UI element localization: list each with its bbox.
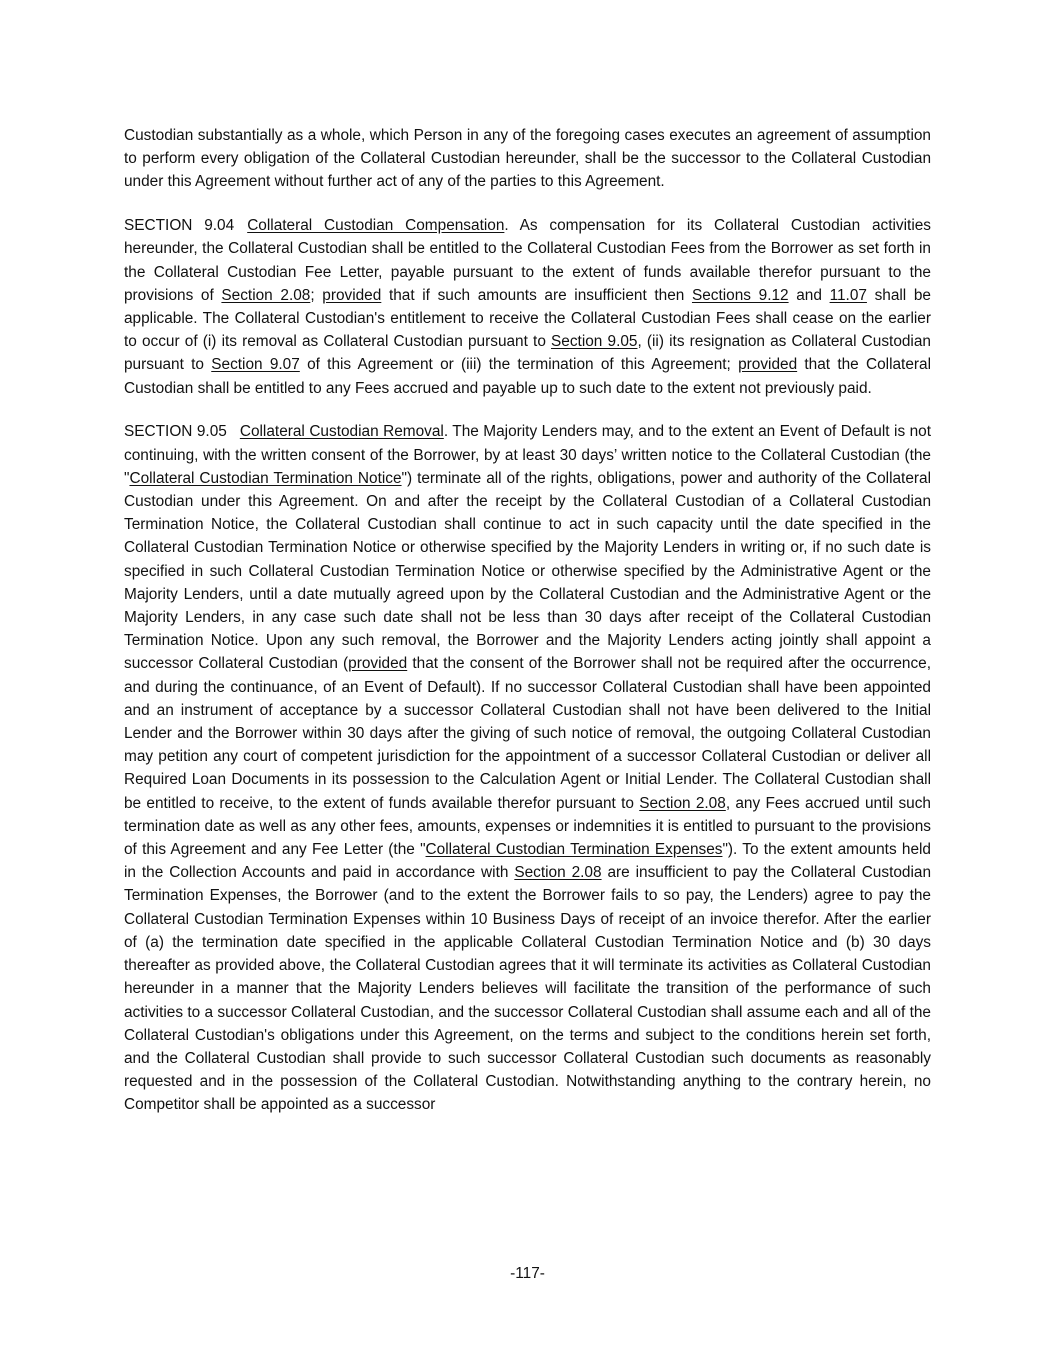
defined-term: Section 2.08: [639, 794, 726, 812]
section-number: SECTION 9.05: [124, 423, 227, 441]
body-text: Custodian substantially as a whole, which Person in any of the foregoing cases executes an agreement of assumption to perform every obligation of the Collateral Custodian hereunder, shall be the successor to the Collateral Custodian under this Agreement without further act of any of the parties to this Agreement.: [124, 127, 931, 191]
defined-term: Collateral Custodian Compensation: [247, 217, 505, 235]
defined-term: Collateral Custodian Removal: [239, 423, 444, 441]
page-number: -117-: [510, 1265, 545, 1282]
body-text: are insufficient to pay the Collateral Custodian Termination Expenses, the Borrower (and to the extent the Borrower fails to so pay, the Lenders) agree to pay the Collateral Custodian Termination Expenses within 10 Business Days of receipt of an invoice therefor. After the earlier of (a) the termination date specified in the applicable Collateral Custodian Termination Notice and (b) 30 days thereafter as provided above, the Collateral Custodian agrees that it will terminate its activities as Collateral Custodian hereunder in a manner that the Majority Lenders believes will facilitate the transition of the performance of such activities to a successor Collateral Custodian, and the successor Collateral Custodian shall assume each and all of the Collateral Custodian's obligations under this Agreement, on the terms and subject to the conditions herein set forth, and the Collateral Custodian shall provide to such successor Collateral Custodian such documents as reasonably requested and in the possession of the Collateral Custodian. Notwithstanding anything to the contrary herein, no Competitor shall be appointed as a successor: [124, 864, 932, 1114]
defined-term: Section 2.08: [514, 864, 602, 882]
defined-term: provided: [322, 286, 382, 304]
body-text: "). To the extent amounts held in the Collection Accounts and paid in accordance with: [124, 841, 931, 882]
defined-term: 11.07: [829, 286, 867, 304]
body-text: of this Agreement or (iii) the termination of this Agreement;: [299, 356, 739, 374]
body-text: ;: [310, 286, 323, 304]
body-text: , (ii) its resignation as Collateral Custodian pursuant to: [124, 333, 931, 374]
defined-term: Sections 9.12: [691, 286, 789, 304]
defined-term: Collateral Custodian Termination Notice: [129, 469, 402, 487]
defined-term: Collateral Custodian Termination Expenses: [425, 841, 723, 859]
body-text: that the Collateral Custodian shall be entitled to any Fees accrued and payable up to such date to the extent not previously paid.: [124, 356, 931, 397]
body-text: , any Fees accrued until such termination date as well as any other fees, amounts, expenses or indemnities it is entitled to pursuant to the provisions of this Agreement and any Fee Letter (the ": [124, 794, 931, 859]
section-9-05-paragraph: [124, 420, 931, 1116]
defined-term: provided: [738, 356, 798, 374]
section-9-04-paragraph: [124, 214, 931, 400]
defined-term: Section 9.05: [551, 333, 638, 351]
defined-term: Section 9.07: [211, 356, 300, 374]
body-text: . As compensation for its Collateral Custodian activities hereunder, the Collateral Custodian shall be entitled to the Collateral Custodian Fees from the Borrower as set forth in the Collateral Custodian Fee Letter, payable pursuant to the extent of funds available therefor pursuant to the provisions of: [124, 217, 931, 304]
body-text: shall be applicable. The Collateral Custodian's entitlement to receive the Collateral Custodian Fees shall cease on the earlier to occur of (i) its removal as Collateral Custodian pursuant to: [124, 286, 931, 351]
body-text: and: [788, 286, 830, 304]
body-text: ") terminate all of the rights, obligations, power and authority of the Collateral Custodian under this Agreement. On and after the receipt by the Collateral Custodian of a Collateral Custodian Termination Notice, the Collateral Custodian shall continue to act in such capacity until the date specified in the Collateral Custodian Termination Notice or otherwise specified by the Majority Lenders in writing or, if no such date is specified in such Collateral Custodian Termination Notice or otherwise specified by the Administrative Agent or the Majority Lenders, until a date mutually agreed upon by the Collateral Custodian and the Administrative Agent or the Majority Lenders, in any case such date shall not be less than 30 days after receipt of the Collateral Custodian Termination Notice. Upon any such removal, the Borrower and the Majority Lenders acting jointly shall appoint a successor Collateral Custodian (: [124, 469, 931, 673]
body-text: . The Majority Lenders may, and to the extent an Event of Default is not continuing, with the written consent of the Borrower, by at least 30 days’ written notice to the Collateral Custodian (the ": [124, 423, 931, 487]
body-text: that if such amounts are insufficient then: [381, 286, 692, 304]
defined-term: Section 2.08: [221, 286, 311, 304]
defined-term: provided: [348, 655, 408, 673]
section-number: SECTION 9.04: [124, 217, 235, 235]
body-text: that the consent of the Borrower shall not be required after the occurrence, and during the continuance, of an Event of Default). If no successor Collateral Custodian shall have been appointed and an instrument of acceptance by a successor Collateral Custodian shall not have been delivered to the Initial Lender and the Borrower within 30 days after the giving of such notice of removal, the outgoing Collateral Custodian may petition any court of competent jurisdiction for the appointment of a successor Collateral Custodian or deliver all Required Loan Documents in its possession to the Calculation Agent or Initial Lender. The Collateral Custodian shall be entitled to receive, to the extent of funds available therefor pursuant to: [124, 655, 931, 812]
paragraph-continuation: [124, 124, 931, 194]
document-body: [124, 124, 931, 1137]
